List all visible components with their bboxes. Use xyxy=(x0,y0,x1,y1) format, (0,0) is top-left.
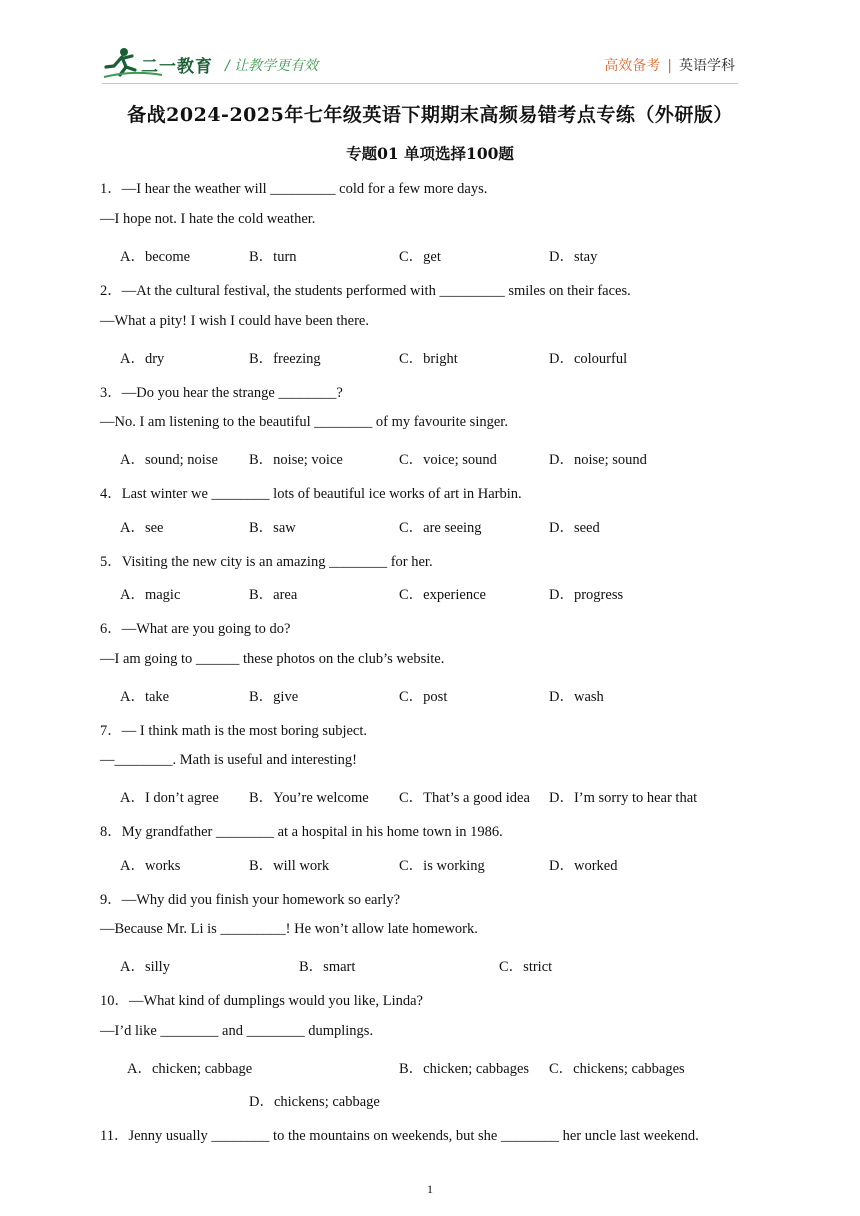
page-header xyxy=(0,0,860,90)
question-3-option-a: A．sound; noise xyxy=(120,452,218,468)
question-4-option-c: C．are seeing xyxy=(399,520,482,536)
header-tagline xyxy=(604,55,735,75)
question-9-stem: 9．—Why did you finish your homework so early? xyxy=(100,892,401,908)
question-10-option-a: A．chicken; cabbage xyxy=(127,1061,253,1077)
document-title: 备战2024-2025年七年级英语下期期末高频易错考点专练（外研版） xyxy=(127,104,733,126)
question-2-stem: 2．—At the cultural festival, the students performed with _________ smiles on their faces. xyxy=(100,283,631,299)
question-4-option-d: D．seed xyxy=(549,520,600,536)
question-7-option-c: C．That’s a good idea xyxy=(399,790,530,806)
question-3-dialogue: —No. I am listening to the beautiful ________ of my favourite singer. xyxy=(100,414,508,430)
question-3-option-c: C．voice; sound xyxy=(399,452,497,468)
question-8-option-a: A．works xyxy=(120,858,181,874)
question-9-option-a: A．silly xyxy=(120,959,170,975)
question-1-option-d: D．stay xyxy=(549,249,598,265)
question-2-option-a: A．dry xyxy=(120,351,165,367)
page-number: 1 xyxy=(427,1182,433,1196)
question-11-stem: 11．Jenny usually ________ to the mountains on weekends, but she ________ her uncle last weekend. xyxy=(100,1128,699,1144)
question-3-option-b: B．noise; voice xyxy=(249,452,343,468)
question-9-dialogue: —Because Mr. Li is _________! He won’t allow late homework. xyxy=(100,921,478,937)
question-10-stem: 10．—What kind of dumplings would you like, Linda? xyxy=(100,993,423,1009)
question-10-dialogue: —I’d like ________ and ________ dumplings. xyxy=(100,1023,374,1039)
header-tag-prep: 高效备考 xyxy=(604,58,661,74)
question-9-option-c: C．strict xyxy=(499,959,553,975)
question-2-option-b: B．freezing xyxy=(249,351,321,367)
header-tag-separator: | xyxy=(667,58,672,74)
question-2-dialogue: —What a pity! I wish I could have been there. xyxy=(100,313,369,329)
question-8-stem: 8．My grandfather ________ at a hospital in his home town in 1986. xyxy=(100,824,503,840)
question-7-option-a: A．I don’t agree xyxy=(120,790,219,806)
question-8-option-b: B．will work xyxy=(249,858,330,874)
question-1-option-b: B．turn xyxy=(249,249,297,265)
header-tag-subject: 英语学科 xyxy=(679,58,735,74)
question-8-option-c: C．is working xyxy=(399,858,485,874)
logo-text: 二一教育 xyxy=(141,57,213,77)
question-2-option-d: D．colourful xyxy=(549,351,628,367)
question-6-option-a: A．take xyxy=(120,689,170,705)
question-7-dialogue: —________. Math is useful and interesting! xyxy=(100,752,357,768)
question-3-option-d: D．noise; sound xyxy=(549,452,647,468)
question-4-option-b: B．saw xyxy=(249,520,296,536)
question-6-stem: 6．—What are you going to do? xyxy=(100,621,291,637)
header-divider xyxy=(102,83,738,84)
question-7-option-d: D．I’m sorry to hear that xyxy=(549,790,698,806)
question-6-option-d: D．wash xyxy=(549,689,604,705)
question-1-option-c: C．get xyxy=(399,249,441,265)
question-5-option-a: A．magic xyxy=(120,587,181,603)
question-6-option-c: C．post xyxy=(399,689,448,705)
question-9-option-b: B．smart xyxy=(299,959,356,975)
question-5-stem: 5．Visiting the new city is an amazing ________ for her. xyxy=(100,554,433,570)
question-5-option-b: B．area xyxy=(249,587,298,603)
question-6-option-b: B．give xyxy=(249,689,299,705)
question-4-option-a: A．see xyxy=(120,520,164,536)
question-10-option-c: C．chickens; cabbages xyxy=(549,1061,685,1077)
question-7-option-b: B．You’re welcome xyxy=(249,790,369,806)
document-subtitle: 专题01 单项选择100题 xyxy=(346,144,514,163)
question-1-stem: 1．—I hear the weather will _________ cold for a few more days. xyxy=(100,181,488,197)
question-1-dialogue: —I hope not. I hate the cold weather. xyxy=(100,211,316,227)
question-6-dialogue: —I am going to ______ these photos on the club’s website. xyxy=(100,651,445,667)
header-slogan: / 让教学更有效 xyxy=(225,58,319,74)
question-10-option-b: B．chicken; cabbages xyxy=(399,1061,530,1077)
question-10-option-d: D．chickens; cabbage xyxy=(249,1094,380,1110)
question-4-stem: 4．Last winter we ________ lots of beautiful ice works of art in Harbin. xyxy=(100,486,522,502)
question-7-stem: 7．— I think math is the most boring subject. xyxy=(100,723,368,739)
question-1-option-a: A．become xyxy=(120,249,191,265)
question-5-option-c: C．experience xyxy=(399,587,486,603)
question-2-option-c: C．bright xyxy=(399,351,458,367)
question-5-option-d: D．progress xyxy=(549,587,624,603)
question-3-stem: 3．—Do you hear the strange ________? xyxy=(100,385,343,401)
question-8-option-d: D．worked xyxy=(549,858,618,874)
